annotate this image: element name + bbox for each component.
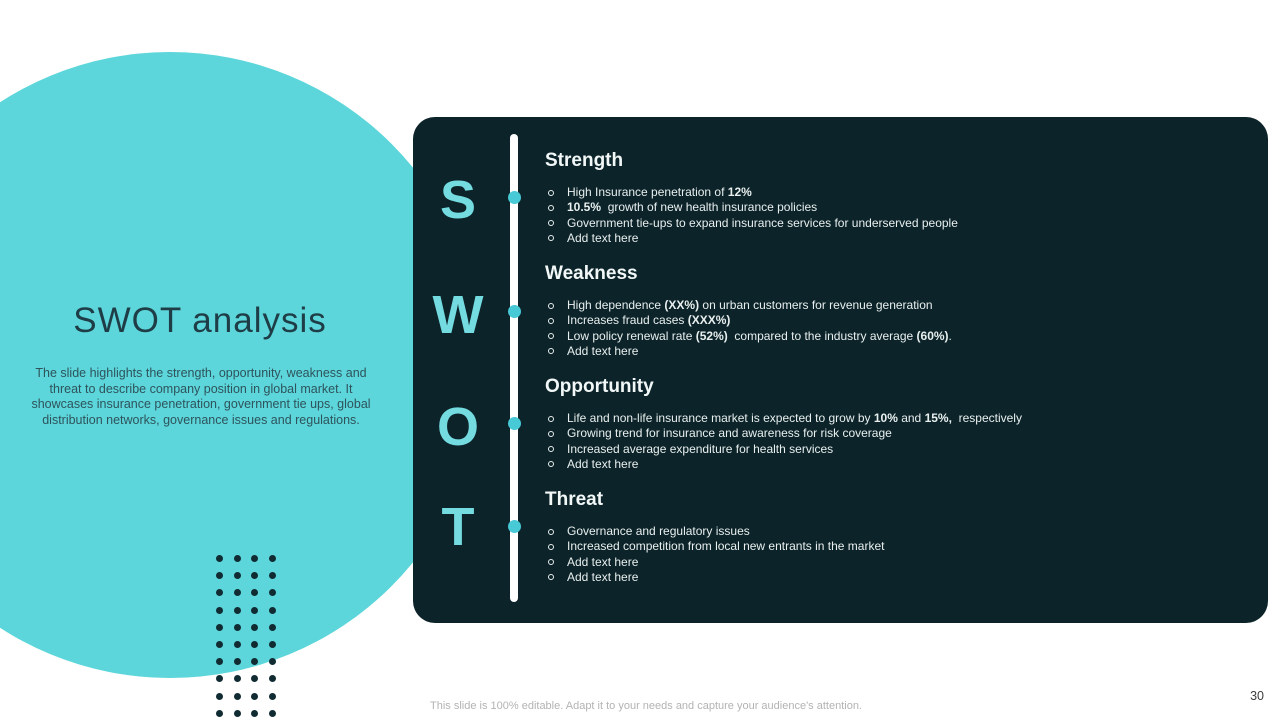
bullet-item	[545, 411, 1255, 426]
grid-dot	[269, 607, 276, 614]
bullet-circle-icon	[548, 574, 554, 580]
grid-dot	[269, 693, 276, 700]
bullet-circle-icon	[548, 529, 554, 535]
timeline-dot	[508, 191, 521, 204]
grid-dot	[251, 555, 258, 562]
grid-dot	[216, 572, 223, 579]
bullet-text: Increases fraud cases (XXX%)	[567, 313, 731, 328]
bullet-circle-icon	[548, 559, 554, 565]
grid-dot	[216, 658, 223, 665]
grid-dot	[234, 641, 241, 648]
bullet-circle-icon	[548, 416, 554, 422]
grid-dot	[269, 675, 276, 682]
swot-letter-o: O	[436, 397, 479, 457]
section-heading: Opportunity	[545, 376, 654, 397]
bullet-item	[545, 524, 1255, 539]
bullet-circle-icon	[548, 318, 554, 324]
bullet-text: Add text here	[567, 230, 639, 245]
bullet-circle-icon	[548, 190, 554, 196]
grid-dot	[251, 641, 258, 648]
bullet-circle-icon	[548, 348, 554, 354]
grid-dot	[234, 675, 241, 682]
section-weakness	[545, 263, 1255, 359]
bullet-circle-icon	[548, 220, 554, 226]
grid-dot	[269, 641, 276, 648]
grid-dot	[251, 658, 258, 665]
bullet-text: Increased average expenditure for health services	[567, 441, 834, 456]
bullet-circle-icon	[548, 544, 554, 550]
timeline-dot	[508, 520, 521, 533]
bullet-circle-icon	[548, 205, 554, 211]
bullet-item	[545, 539, 1255, 554]
grid-dot	[269, 658, 276, 665]
bullet-item	[545, 200, 1255, 215]
footer-note: This slide is 100% editable. Adapt it to your needs and capture your audience's attention.	[430, 700, 862, 712]
bullet-item	[545, 442, 1255, 457]
bullet-item	[545, 185, 1255, 200]
slide-description: The slide highlights the strength, opportunity, weakness and threat to describe company position in global market. It showcases insurance penetration, government tie ups, global distribution networks, governance issues and regulations.	[31, 366, 371, 427]
grid-dot	[234, 607, 241, 614]
bullet-circle-icon	[548, 303, 554, 309]
section-heading: Threat	[545, 489, 604, 510]
grid-dot	[234, 555, 241, 562]
bullet-text: Increased competition from local new entrants in the market	[567, 539, 885, 554]
bullet-item	[545, 216, 1255, 231]
grid-dot	[234, 572, 241, 579]
grid-dot	[251, 572, 258, 579]
section-opportunity	[545, 376, 1255, 472]
bullet-text: Life and non-life insurance market is expected to grow by 10% and 15%, respectively	[567, 411, 1022, 425]
grid-dot	[251, 675, 258, 682]
section-heading: Weakness	[545, 263, 638, 284]
grid-dot	[216, 589, 223, 596]
grid-dot	[234, 589, 241, 596]
grid-dot	[269, 589, 276, 596]
grid-dot	[251, 710, 258, 717]
section-heading: Strength	[545, 150, 624, 171]
bullet-text: 10.5% growth of new health insurance policies	[567, 200, 818, 215]
bullet-list	[545, 298, 1255, 359]
grid-dot	[216, 675, 223, 682]
bullet-text: Low policy renewal rate (52%) compared to the industry average (60%).	[567, 328, 952, 343]
bullet-text: Governance and regulatory issues	[567, 524, 750, 538]
bullet-item	[545, 231, 1255, 246]
grid-dot	[269, 624, 276, 631]
bullet-text: Add text here	[567, 554, 639, 569]
section-strength	[545, 150, 1255, 246]
page-title: SWOT analysis	[73, 301, 327, 340]
grid-dot	[234, 710, 241, 717]
bullet-circle-icon	[548, 446, 554, 452]
bullet-circle-icon	[548, 461, 554, 467]
bullet-item	[545, 570, 1255, 585]
grid-dot	[234, 658, 241, 665]
swot-letter-t: T	[441, 497, 475, 557]
bullet-text: Add text here	[567, 456, 639, 471]
bullet-list	[545, 411, 1255, 472]
timeline-dot	[508, 305, 521, 318]
bullet-text: Government tie-ups to expand insurance services for underserved people	[567, 215, 958, 230]
grid-dot	[234, 624, 241, 631]
grid-dot	[251, 607, 258, 614]
grid-dot	[251, 624, 258, 631]
bullet-text: Add text here	[567, 343, 639, 358]
bullet-item	[545, 457, 1255, 472]
grid-dot	[269, 710, 276, 717]
timeline-dot	[508, 417, 521, 430]
page-number: 30	[1250, 689, 1264, 703]
bullet-list	[545, 185, 1255, 246]
bullet-circle-icon	[548, 333, 554, 339]
grid-dot	[216, 555, 223, 562]
swot-letter-w: W	[432, 285, 484, 345]
bullet-list	[545, 524, 1255, 585]
grid-dot	[269, 555, 276, 562]
grid-dot	[216, 710, 223, 717]
bullet-item	[545, 298, 1255, 313]
decorative-dot-grid	[216, 555, 276, 717]
bullet-text: Add text here	[567, 569, 639, 584]
bullet-text: Growing trend for insurance and awareness for risk coverage	[567, 426, 892, 441]
bullet-item	[545, 313, 1255, 328]
swot-letter-s: S	[439, 170, 477, 230]
swot-panel	[413, 117, 1268, 623]
grid-dot	[269, 572, 276, 579]
bullet-circle-icon	[548, 235, 554, 241]
section-threat	[545, 489, 1255, 585]
bullet-item	[545, 329, 1255, 344]
grid-dot	[251, 693, 258, 700]
grid-dot	[251, 589, 258, 596]
bullet-text: High dependence (XX%) on urban customers for revenue generation	[567, 298, 933, 312]
grid-dot	[216, 607, 223, 614]
bullet-circle-icon	[548, 431, 554, 437]
grid-dot	[216, 693, 223, 700]
bullet-item	[545, 555, 1255, 570]
grid-dot	[216, 624, 223, 631]
bullet-text: High Insurance penetration of 12%	[567, 185, 752, 199]
grid-dot	[216, 641, 223, 648]
bullet-item	[545, 426, 1255, 441]
bullet-item	[545, 344, 1255, 359]
grid-dot	[234, 693, 241, 700]
